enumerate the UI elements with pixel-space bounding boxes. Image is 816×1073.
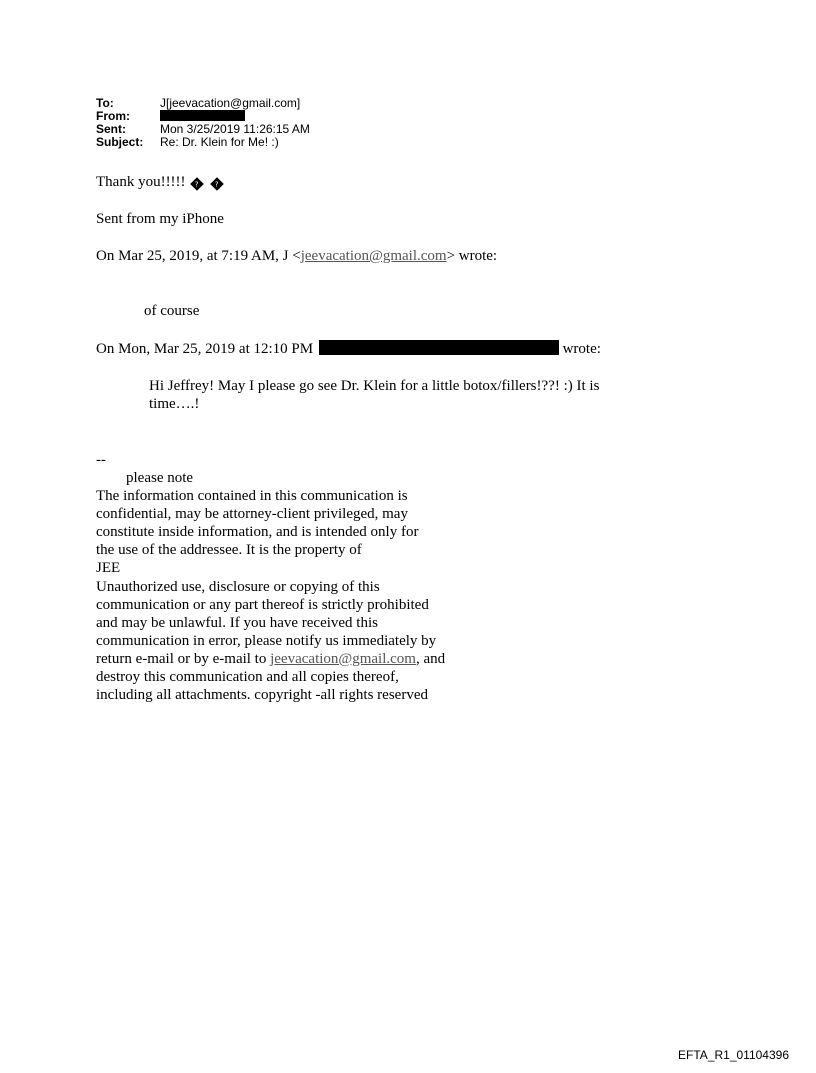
disclaimer-line: the use of the addressee. It is the property of [96, 542, 362, 559]
subject-row [96, 136, 310, 149]
thanks-line [96, 173, 225, 191]
quote1-suffix: > wrote: [446, 248, 498, 264]
disclaimer-email-line [96, 650, 445, 668]
disclaimer-line: Unauthorized use, disclosure or copying of this [96, 578, 380, 595]
document-id: EFTA_R1_01104396 [678, 1048, 789, 1062]
disclaimer-email-suffix: , and [415, 650, 446, 667]
disclaimer-line: The information contained in this communication is [96, 488, 408, 505]
replacement-char-icon: ? [210, 177, 224, 191]
subject-label: Subject: [96, 135, 144, 149]
disclaimer-line: JEE [96, 560, 121, 577]
to-value: J[jeevacation@gmail.com] [160, 96, 301, 110]
disclaimer-line: including all attachments. copyright -all rights reserved [96, 687, 428, 704]
sent-value: Mon 3/25/2019 11:26:15 AM [160, 122, 310, 136]
quote2-prefix: On Mon, Mar 25, 2019 at 12:10 PM [96, 341, 314, 357]
disclaimer-line: please note [96, 470, 194, 486]
sent-label: Sent: [96, 122, 126, 136]
disclaimer-line: constitute inside information, and is intended only for [96, 524, 419, 541]
request-line-2: time….! [149, 396, 200, 412]
quote2-line [96, 340, 601, 358]
from-label: From: [96, 109, 130, 123]
email-header [96, 97, 310, 149]
quote2-suffix: wrote: [562, 341, 601, 357]
subject-value: Re: Dr. Klein for Me! :) [160, 135, 279, 149]
disclaimer-line: destroy this communication and all copies thereof, [96, 669, 399, 686]
disclaimer-line: communication in error, please notify us immediately by [96, 632, 437, 649]
quote1-email-link[interactable]: jeevacation@gmail.com [300, 248, 447, 264]
disclaimer-block [96, 469, 445, 704]
disclaimer-line: and may be unlawful. If you have received this [96, 614, 378, 631]
reply-text: of course [144, 303, 200, 319]
sender-redaction [319, 340, 559, 355]
to-label: To: [96, 96, 114, 110]
request-line-1: Hi Jeffrey! May I please go see Dr. Klein for a little botox/fillers!??! :) It is [149, 378, 600, 394]
quote1-line [96, 247, 497, 265]
signature-line: Sent from my iPhone [96, 211, 224, 227]
quote1-prefix: On Mar 25, 2019, at 7:19 AM, J < [96, 248, 301, 264]
replacement-char-icon: ? [191, 177, 205, 191]
disclaimer-line: communication or any part thereof is strictly prohibited [96, 596, 429, 613]
disclaimer-line: confidential, may be attorney-client privileged, may [96, 506, 408, 523]
signature-separator: -- [96, 452, 106, 468]
thanks-text: Thank you!!!!! [96, 174, 186, 190]
disclaimer-email-link[interactable]: jeevacation@gmail.com [270, 650, 416, 667]
disclaimer-email-prefix: return e-mail or by e-mail to [96, 650, 271, 667]
from-redaction [160, 110, 245, 121]
